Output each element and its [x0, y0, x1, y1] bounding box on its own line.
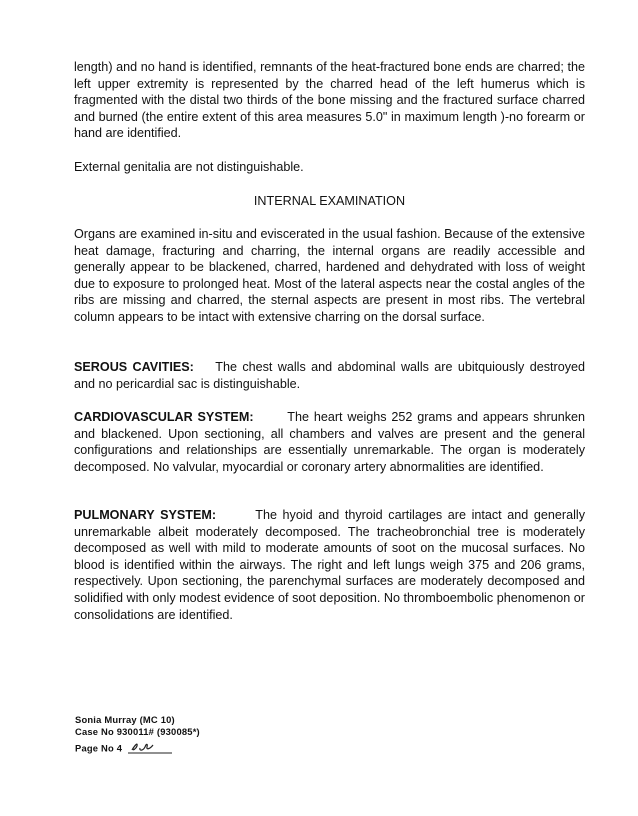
- paragraph-organs: Organs are examined in-situ and eviscerated in the usual fashion. Because of the extensive heat damage, fracturing and charring, the internal organs are readily accessible and generally appear to be blackened, charred, hardened and dehydrated with loss of weight due to exposure to prolonged heat. Most of the lateral aspects near the costal angles of the ribs are missing and charred, the sternal aspects are present in most ribs. The vertebral column appears to be intact with extensive charring on the dorsal surface.: [74, 227, 585, 324]
- paragraph-extremities: length) and no hand is identified, remnants of the heat-fractured bone ends are charred; the left upper extremity is represented by the charred head of the left humerus which is fragmented with the distal two thirds of the bone missing and the fractured surface charred and burned (the entire extent of this area measures 5.0" in maximum length )-no forearm or hand are identified.: [74, 60, 585, 141]
- footer-case-line: Case No 930011# (930085*): [75, 726, 200, 738]
- pulmonary-heading: PULMONARY SYSTEM:: [74, 508, 217, 522]
- cardiovascular-heading: CARDIOVASCULAR SYSTEM:: [74, 410, 254, 424]
- handwritten-initials-signature: [126, 739, 174, 755]
- paragraph-serous-cavities: [74, 359, 585, 392]
- cardiovascular-text: The heart weighs 252 grams and appears shrunken and blackened. Upon sectioning, all chambers and valves are present and the general configurations and relationships are essentially unremarkable. The organ is moderately decomposed. No valvular, myocardial or coronary artery abnormalities are identified.: [74, 410, 586, 474]
- footer-page-label: Page No 4: [75, 742, 123, 754]
- page-footer: [75, 714, 200, 755]
- pulmonary-text: The hyoid and thyroid cartilages are intact and generally unremarkable albeit moderately decomposed. The tracheobronchial tree is moderately decomposed as well with mild to moderate amounts of soot on the mucosal surfaces. No blood is identified within the airways. The right and left lungs weigh 375 and 206 grams, respectively. Upon sectioning, the parenchymal surfaces are moderately decomposed and solidified with only modest evidence of soot deposition. No thromboembolic phenomenon or consolidations are identified.: [74, 508, 585, 622]
- serous-cavities-text: The chest walls and abdominal walls are ubitquiously destroyed and no pericardial sac is distinguishable.: [74, 360, 585, 391]
- paragraph-pulmonary: [74, 507, 585, 623]
- footer-name-line: Sonia Murray (MC 10): [75, 714, 175, 725]
- serous-cavities-heading: SEROUS CAVITIES:: [74, 360, 194, 374]
- footer-page-line: [75, 739, 200, 755]
- section-title-internal-examination: INTERNAL EXAMINATION: [253, 194, 406, 208]
- paragraph-genitalia: External genitalia are not distinguishable.: [74, 160, 304, 174]
- paragraph-cardiovascular: [74, 409, 585, 475]
